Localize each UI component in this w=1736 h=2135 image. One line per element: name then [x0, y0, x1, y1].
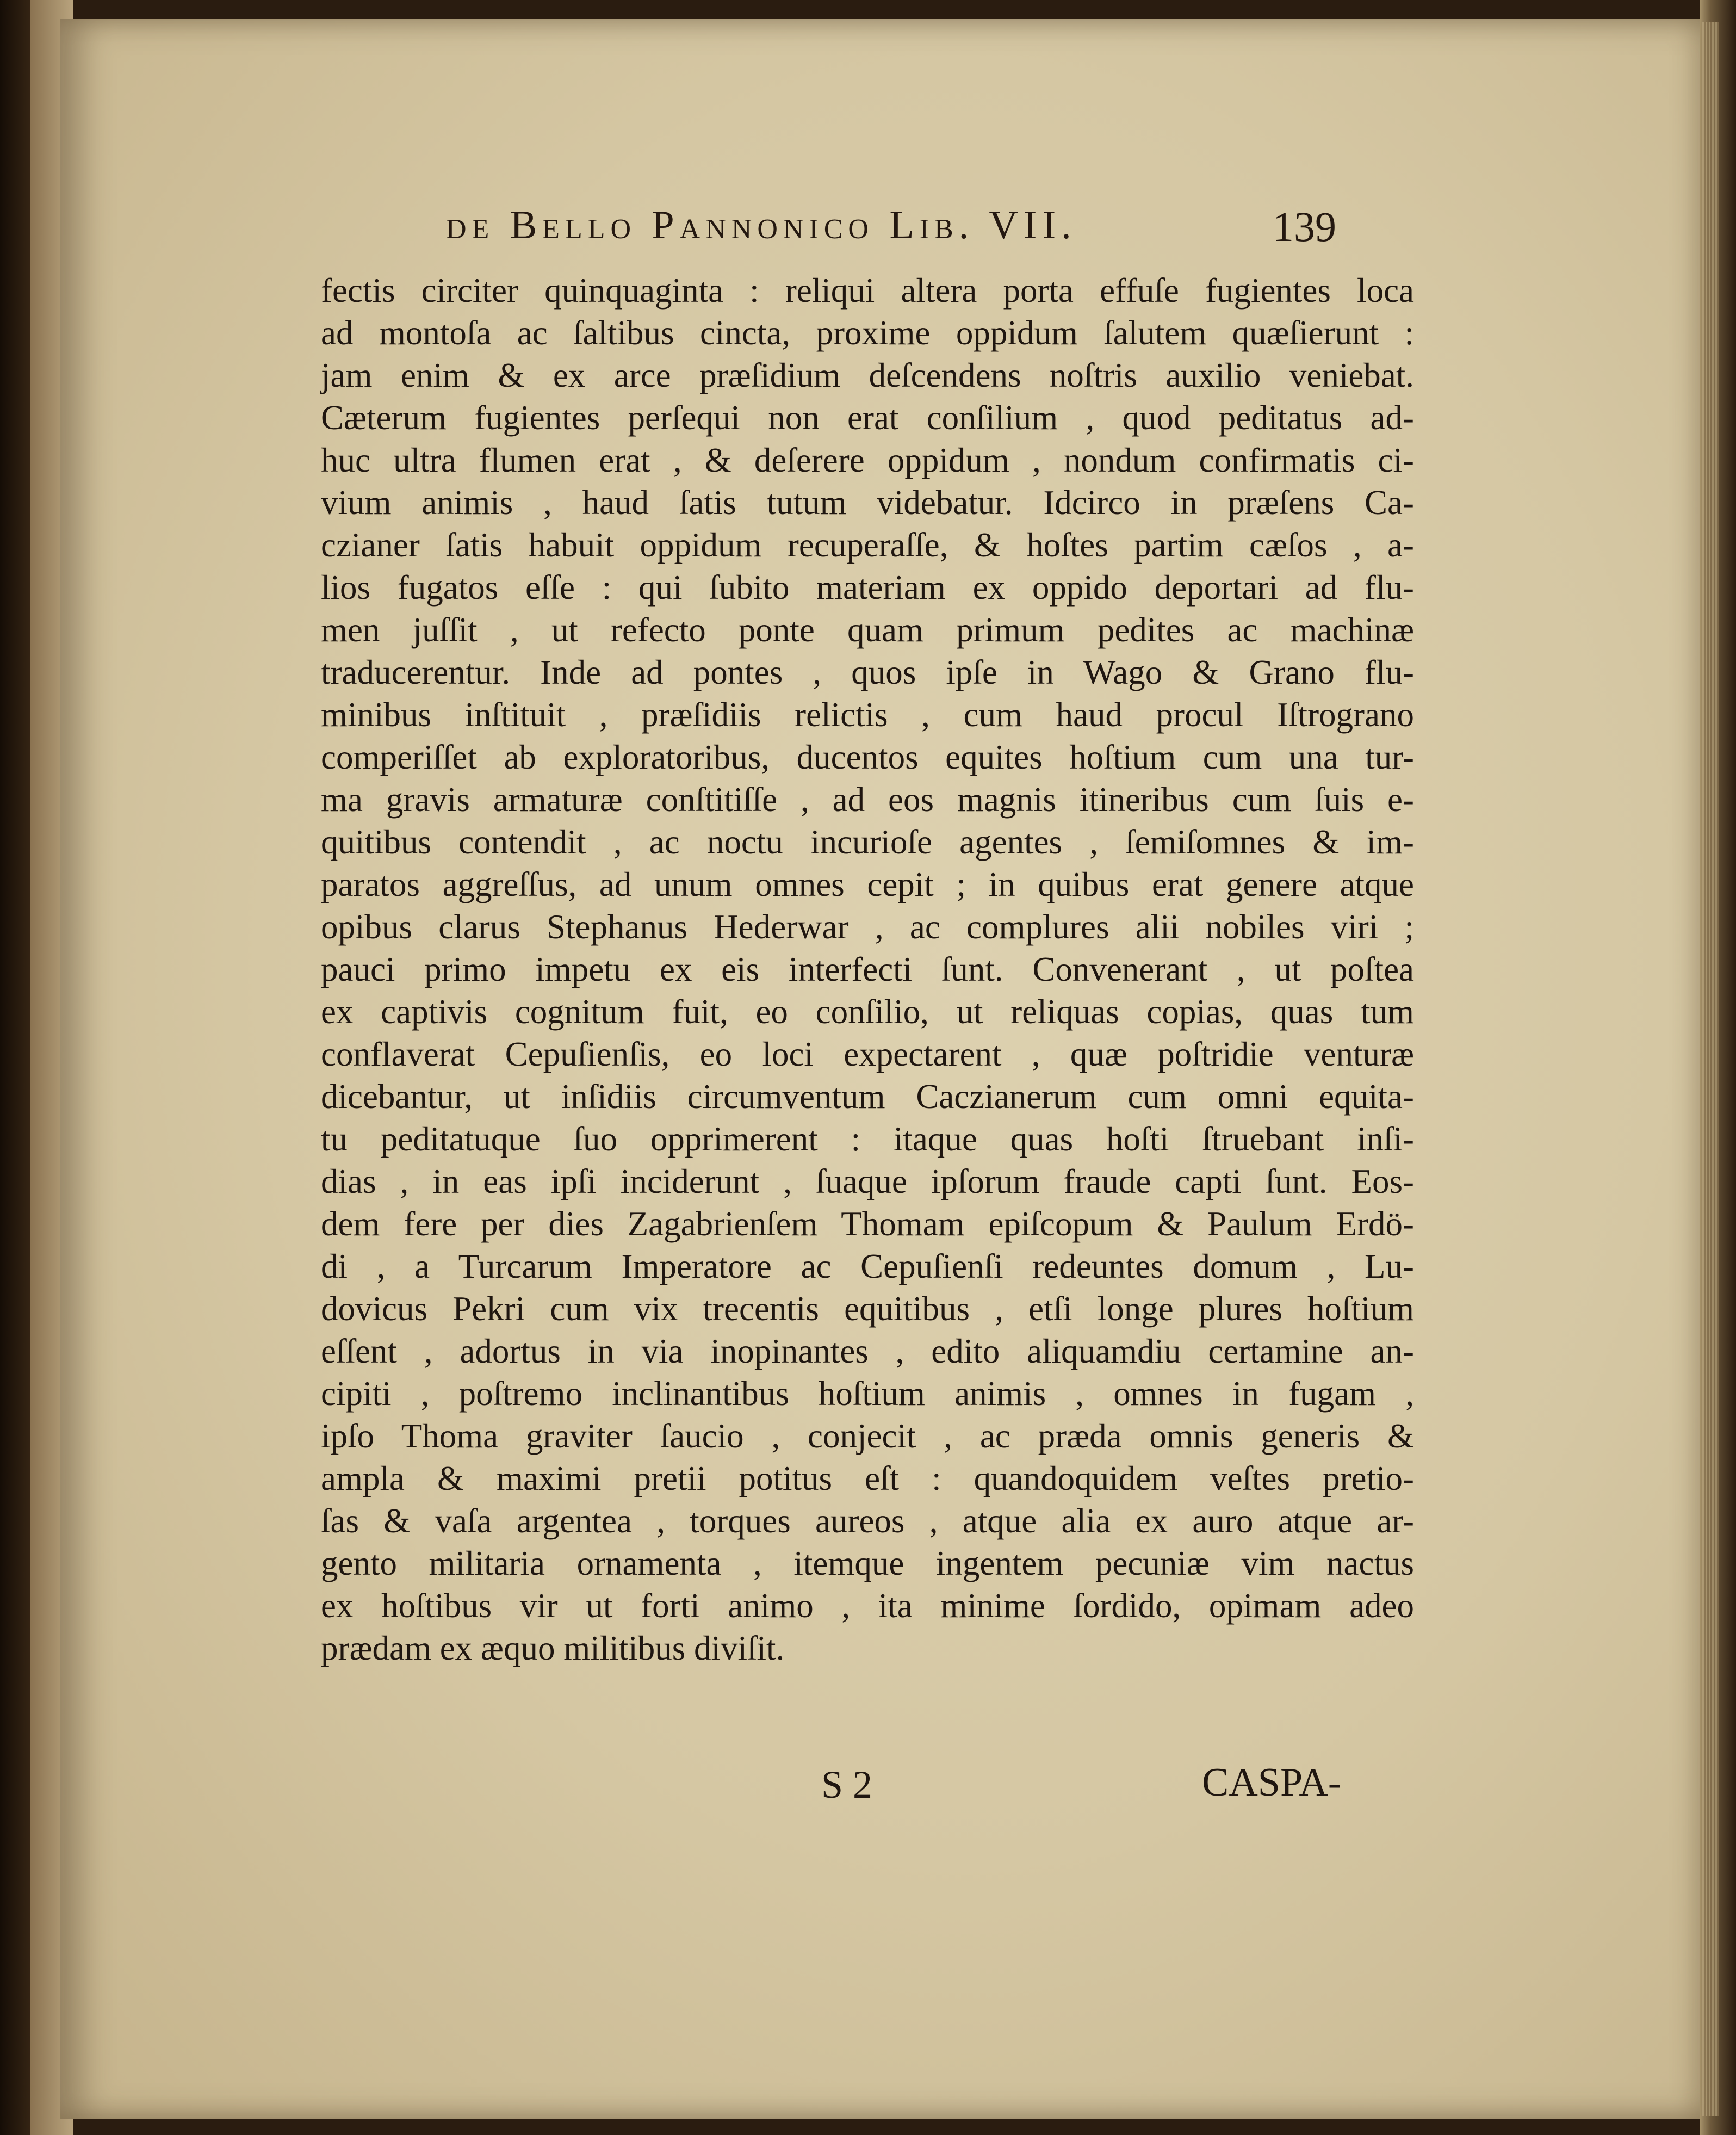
- catchword: CASPA-: [1202, 1760, 1342, 1805]
- text-line: lios fugatos eſſe : qui ſubito materiam ex oppido deportari ad flu-: [321, 568, 1414, 607]
- page-stack-edge: [1702, 22, 1719, 2116]
- text-line: comperiſſet ab exploratoribus, ducentos equites hoſtium cum una tur-: [321, 738, 1414, 776]
- text-line: dias , in eas ipſi inciderunt , ſuaque ipſorum fraude capti ſunt. Eos-: [321, 1162, 1414, 1200]
- page-header: [446, 202, 1371, 262]
- text-line: huc ultra flumen erat , & deſerere oppidum , nondum confirmatis ci-: [321, 441, 1414, 479]
- text-line: di , a Turcarum Imperatore ac Cepuſienſi redeuntes domum , Lu-: [321, 1247, 1414, 1285]
- text-line: dovicus Pekri cum vix trecentis equitibus , etſi longe plures hoſtium: [321, 1290, 1414, 1328]
- running-title: de Bello Pannonico Lib. VII.: [446, 203, 1077, 247]
- text-line: quitibus contendit , ac noctu incurioſe agentes , ſemiſomnes & im-: [321, 823, 1414, 861]
- text-line: ampla & maximi pretii potitus eſt : quandoquidem veſtes pretio-: [321, 1459, 1414, 1497]
- text-line: men juſſit , ut refecto ponte quam primum pedites ac machinæ: [321, 611, 1414, 649]
- text-line: ex captivis cognitum fuit, eo conſilio, ut reliquas copias, quas tum: [321, 993, 1414, 1031]
- text-line: Cæterum fugientes perſequi non erat conſilium , quod peditatus ad-: [321, 399, 1414, 437]
- text-line: paratos aggreſſus, ad unum omnes cepit ; in quibus erat genere atque: [321, 865, 1414, 903]
- text-line: czianer ſatis habuit oppidum recuperaſſe, & hoſtes partim cæſos , a-: [321, 526, 1414, 564]
- text-line: traducerentur. Inde ad pontes , quos ipſe in Wago & Grano flu-: [321, 653, 1414, 691]
- text-line: dicebantur, ut inſidiis circumventum Caczianerum cum omni equita-: [321, 1078, 1414, 1116]
- text-line: ad montoſa ac ſaltibus cincta, proxime oppidum ſalutem quæſierunt :: [321, 314, 1414, 352]
- body-text: [321, 269, 1414, 1669]
- text-line: minibus inſtituit , præſidiis relictis , cum haud procul Iſtrograno: [321, 696, 1414, 734]
- text-line: fectis circiter quinquaginta : reliqui altera porta effuſe fugientes loca: [321, 271, 1414, 310]
- text-line: conflaverat Cepuſienſis, eo loci expectarent , quæ poſtridie venturæ: [321, 1035, 1414, 1073]
- text-line: ipſo Thoma graviter ſaucio , conjecit , ac præda omnis generis &: [321, 1417, 1414, 1455]
- text-line: ma gravis armaturæ conſtitiſſe , ad eos magnis itineribus cum ſuis e-: [321, 781, 1414, 819]
- text-line: eſſent , adortus in via inopinantes , edito aliquamdiu certamine an-: [321, 1332, 1414, 1370]
- text-line: ſas & vaſa argentea , torques aureos , atque alia ex auro atque ar-: [321, 1502, 1414, 1540]
- text-line: prædam ex æquo militibus diviſit.: [321, 1629, 785, 1667]
- text-line: opibus clarus Stephanus Hederwar , ac complures alii nobiles viri ;: [321, 908, 1414, 946]
- text-line: dem fere per dies Zagabrienſem Thomam epiſcopum & Paulum Erdö-: [321, 1205, 1414, 1243]
- page-number: 139: [1273, 203, 1336, 250]
- text-line: cipiti , poſtremo inclinantibus hoſtium animis , omnes in fugam ,: [321, 1375, 1414, 1413]
- text-line: tu peditatuque ſuo opprimerent : itaque quas hoſti ſtruebant inſi-: [321, 1120, 1414, 1158]
- text-line: jam enim & ex arce præſidium deſcendens noſtris auxilio veniebat.: [321, 356, 1414, 394]
- signature-mark: S 2: [821, 1763, 873, 1806]
- text-line: vium animis , haud ſatis tutum videbatur. Idcirco in præſens Ca-: [321, 484, 1414, 522]
- text-line: gento militaria ornamenta , itemque ingentem pecuniæ vim nactus: [321, 1544, 1414, 1582]
- text-line: pauci primo impetu ex eis interfecti ſunt. Convenerant , ut poſtea: [321, 950, 1414, 988]
- text-line: ex hoſtibus vir ut forti animo , ita minime ſordido, opimam adeo: [321, 1587, 1414, 1625]
